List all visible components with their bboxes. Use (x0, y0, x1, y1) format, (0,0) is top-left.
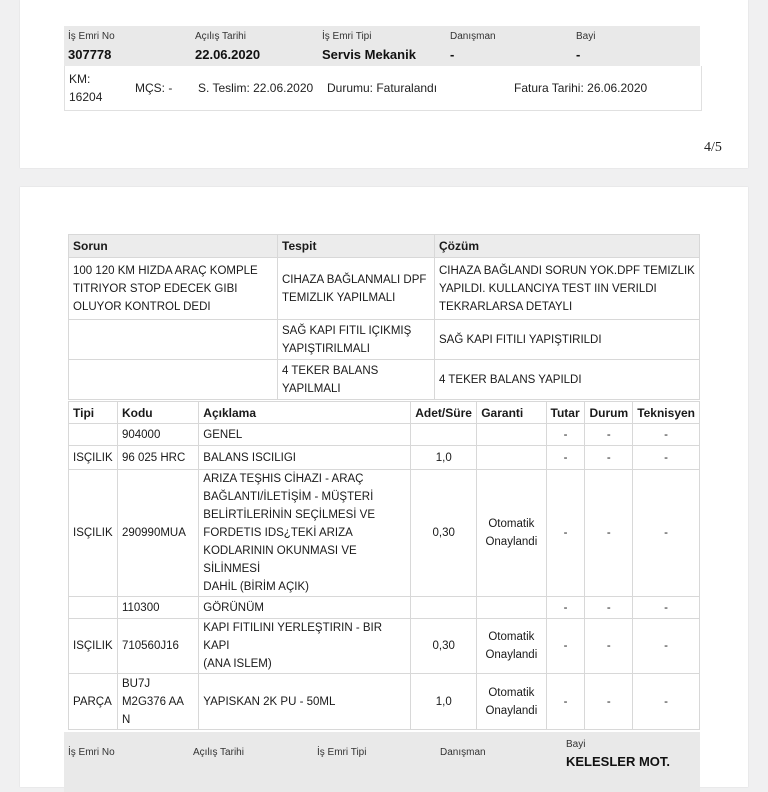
warranty-cell (477, 446, 546, 470)
quantity-cell (411, 446, 477, 470)
work-line-row (69, 619, 700, 674)
amount-cell-line: - (563, 601, 568, 614)
status-cell (585, 597, 633, 619)
status-cell-line: - (606, 640, 611, 652)
quantity-cell (411, 597, 477, 619)
type-cell-line: ISÇILIK (73, 527, 113, 539)
solution-cell-line: TEKRARLARSA DETAYLI (439, 300, 573, 313)
description-cell-line: BELİRTİLERİNİN SEÇİLMESİ VE (203, 509, 375, 521)
amount-cell (546, 446, 585, 470)
quantity-cell (411, 619, 477, 674)
description-cell (199, 597, 411, 619)
amount-cell-line: - (563, 527, 568, 539)
work-order-no-label: İş Emri No (68, 747, 115, 758)
open-date-label: Açılış Tarihi (193, 747, 244, 758)
technician-cell-line: - (664, 527, 669, 539)
dealer-label: Bayi (566, 739, 586, 750)
warranty-cell (477, 424, 546, 446)
quantity-cell (411, 424, 477, 446)
technician-cell (633, 674, 700, 730)
problem-row (69, 320, 700, 360)
open-date-value: 22.06.2020 (195, 47, 261, 62)
code-cell (117, 674, 198, 730)
technician-cell-line: - (664, 601, 669, 614)
work-order-type-value: Servis Mekanik (322, 47, 416, 62)
status-cell (585, 674, 633, 730)
status-cell-line: - (606, 428, 611, 441)
description-cell-line: YAPISKAN 2K PU - 50ML (203, 695, 336, 708)
amount-cell-line: - (563, 695, 568, 708)
quantity-cell (411, 674, 477, 730)
finding-cell-line: YAPILMALI (282, 382, 341, 395)
code-cell-line: 904000 (121, 428, 161, 441)
work-lines-table (68, 401, 700, 730)
work-order-info-row (64, 66, 702, 111)
finding-cell-line: CIHAZA BAĞLANMALI DPF (282, 273, 427, 286)
technician-cell-line: - (664, 695, 669, 708)
document-page-2 (20, 187, 748, 787)
type-cell-line: PARÇA (73, 695, 112, 708)
code-cell-line: M2G376 AA (121, 695, 184, 708)
km-value: 16204 (69, 90, 103, 104)
technician-cell-line: - (664, 428, 669, 441)
description-cell (199, 470, 411, 597)
warranty-cell-line: Otomatik (488, 686, 535, 699)
dealer-value: KELESLER MOT. (566, 754, 671, 769)
quantity-cell-line: 0,30 (432, 640, 455, 652)
technician-cell (633, 597, 700, 619)
description-cell-line: FORDETIS IDS¿TEKİ ARIZA (203, 527, 353, 539)
code-cell-line: BU7J (121, 677, 151, 690)
finding-cell-line: TEMIZLIK YAPILMALI (282, 291, 396, 304)
warranty-cell (477, 619, 546, 674)
type-cell (69, 597, 118, 619)
description-cell (199, 446, 411, 470)
type-cell-line: ISÇILIK (73, 640, 113, 652)
problem-cell (69, 258, 278, 320)
status-cell-line: - (606, 527, 611, 539)
problem-cell-line: 100 120 KM HIZDA ARAÇ KOMPLE (73, 264, 258, 277)
technician-cell (633, 470, 700, 597)
code-cell (117, 470, 198, 597)
description-column-header: Açıklama (199, 402, 411, 424)
work-line-row (69, 674, 700, 730)
technician-cell (633, 424, 700, 446)
quantity-column-header: Adet/Süre (411, 402, 477, 424)
code-cell (117, 424, 198, 446)
description-cell-line: DAHİL (BİRİM AÇIK) (203, 581, 309, 593)
amount-cell (546, 597, 585, 619)
quantity-cell-line: 1,0 (435, 695, 452, 708)
code-cell (117, 446, 198, 470)
status-cell-line: - (606, 601, 611, 614)
code-cell-line: 110300 (121, 601, 160, 614)
solution-column-header: Çözüm (435, 235, 700, 258)
description-cell (199, 619, 411, 674)
delivery-date: S. Teslim: 22.06.2020 (198, 81, 314, 95)
warranty-column-header: Garanti (477, 402, 546, 424)
status-column-header: Durum (585, 402, 633, 424)
problems-table (68, 234, 700, 400)
amount-cell-line: - (563, 451, 568, 464)
quantity-cell-line: 0,30 (432, 527, 455, 539)
amount-cell-line: - (563, 640, 568, 652)
km-label: KM: (69, 72, 91, 86)
warranty-cell-line: Onaylandi (485, 704, 538, 717)
work-line-row (69, 597, 700, 619)
status-value: Durumu: Faturalandı (327, 81, 438, 95)
type-cell (69, 424, 118, 446)
finding-cell (278, 360, 435, 400)
finding-cell (278, 258, 435, 320)
warranty-cell (477, 470, 546, 597)
status-cell (585, 424, 633, 446)
dealer-value: - (576, 47, 581, 62)
problem-cell-line: OLUYOR KONTROL DEDI (73, 300, 211, 313)
description-cell-line: ARIZA TEŞHIS CİHAZI - ARAÇ (203, 473, 364, 485)
description-cell-line: (ANA ISLEM) (203, 658, 272, 670)
mcs-value: MÇS: - (135, 81, 173, 95)
warranty-cell (477, 597, 546, 619)
code-cell-line: 710560J16 (121, 640, 179, 652)
problem-cell (69, 360, 278, 400)
work-line-row (69, 424, 700, 446)
finding-cell-line: 4 TEKER BALANS (282, 364, 379, 377)
solution-cell-line: YAPILDI. KULLANCIYA TEST IIN VERILDI (439, 282, 657, 295)
type-cell (69, 619, 118, 674)
finding-column-header: Tespit (278, 235, 435, 258)
invoice-date: Fatura Tarihi: 26.06.2020 (514, 81, 648, 95)
warranty-cell-line: Otomatik (488, 518, 535, 530)
amount-cell (546, 674, 585, 730)
work-order-type-label: İş Emri Tipi (322, 31, 372, 42)
document-page-1 (20, 0, 748, 168)
code-column-header: Kodu (117, 402, 198, 424)
status-cell-line: - (606, 695, 611, 708)
solution-cell (435, 258, 700, 320)
description-cell-line: KAPI FITILINI YERLEŞTIRIN - BIR KAPI (203, 622, 383, 652)
solution-cell-line: SAĞ KAPI FITILI YAPIŞTIRILDI (439, 333, 602, 346)
description-cell-line: KODLARININ OKUNMASI VE SİLİNMESİ (203, 545, 357, 575)
status-cell-line: - (606, 451, 611, 464)
description-cell (199, 674, 411, 730)
amount-cell (546, 424, 585, 446)
technician-cell-line: - (664, 640, 669, 652)
advisor-label: Danışman (440, 747, 486, 758)
work-line-row (69, 470, 700, 597)
work-order-no-label: İş Emri No (68, 31, 115, 42)
description-cell (199, 424, 411, 446)
problem-row (69, 360, 700, 400)
open-date-label: Açılış Tarihi (195, 31, 246, 42)
work-order-type-label: İş Emri Tipi (317, 747, 367, 758)
code-cell-line: N (121, 713, 131, 726)
warranty-cell-line: Onaylandi (485, 649, 538, 661)
technician-cell (633, 619, 700, 674)
solution-cell-line: 4 TEKER BALANS YAPILDI (439, 373, 582, 386)
problem-cell-line: TITRIYOR STOP EDECEK GIBI (73, 282, 238, 295)
warranty-cell-line: Onaylandi (485, 536, 538, 548)
description-cell-line: GÖRÜNÜM (203, 601, 264, 614)
dealer-label: Bayi (576, 31, 596, 42)
warranty-cell-line: Otomatik (488, 631, 535, 643)
finding-cell (278, 320, 435, 360)
type-column-header: Tipi (69, 402, 118, 424)
problem-row (69, 258, 700, 320)
code-cell-line: 96 025 HRC (121, 451, 186, 464)
type-cell (69, 674, 118, 730)
work-order-no-value: 307778 (68, 47, 112, 62)
type-cell (69, 470, 118, 597)
technician-cell (633, 446, 700, 470)
code-cell (117, 597, 198, 619)
advisor-value: - (450, 47, 455, 62)
quantity-cell-line: 1,0 (435, 451, 452, 464)
solution-cell (435, 360, 700, 400)
finding-cell-line: YAPIŞTIRILMALI (282, 342, 370, 355)
type-cell (69, 446, 118, 470)
solution-cell-line: CIHAZA BAĞLANDI SORUN YOK.DPF TEMIZLIK (439, 264, 695, 277)
warranty-cell (477, 674, 546, 730)
amount-cell (546, 619, 585, 674)
technician-column-header: Teknisyen (633, 402, 700, 424)
status-cell (585, 446, 633, 470)
technician-cell-line: - (664, 451, 669, 464)
advisor-label: Danışman (450, 31, 496, 42)
solution-cell (435, 320, 700, 360)
code-cell (117, 619, 198, 674)
problem-column-header: Sorun (69, 235, 278, 258)
finding-cell-line: SAĞ KAPI FITIL IÇIKMIŞ (282, 324, 412, 337)
page-number: 4/5 (704, 140, 722, 155)
quantity-cell (411, 470, 477, 597)
problem-cell (69, 320, 278, 360)
work-line-row (69, 446, 700, 470)
status-cell (585, 470, 633, 597)
description-cell-line: GENEL (203, 428, 243, 441)
description-cell-line: BAĞLANTI/İLETİŞİM - MÜŞTERİ (203, 491, 374, 503)
code-cell-line: 290990MUA (121, 527, 186, 539)
status-cell (585, 619, 633, 674)
next-work-order-header (64, 732, 700, 792)
amount-cell-line: - (563, 428, 568, 441)
amount-cell (546, 470, 585, 597)
description-cell-line: BALANS ISCILIGI (203, 451, 296, 464)
work-order-header (64, 26, 700, 66)
type-cell-line: ISÇILIK (73, 451, 113, 464)
amount-column-header: Tutar (546, 402, 585, 424)
